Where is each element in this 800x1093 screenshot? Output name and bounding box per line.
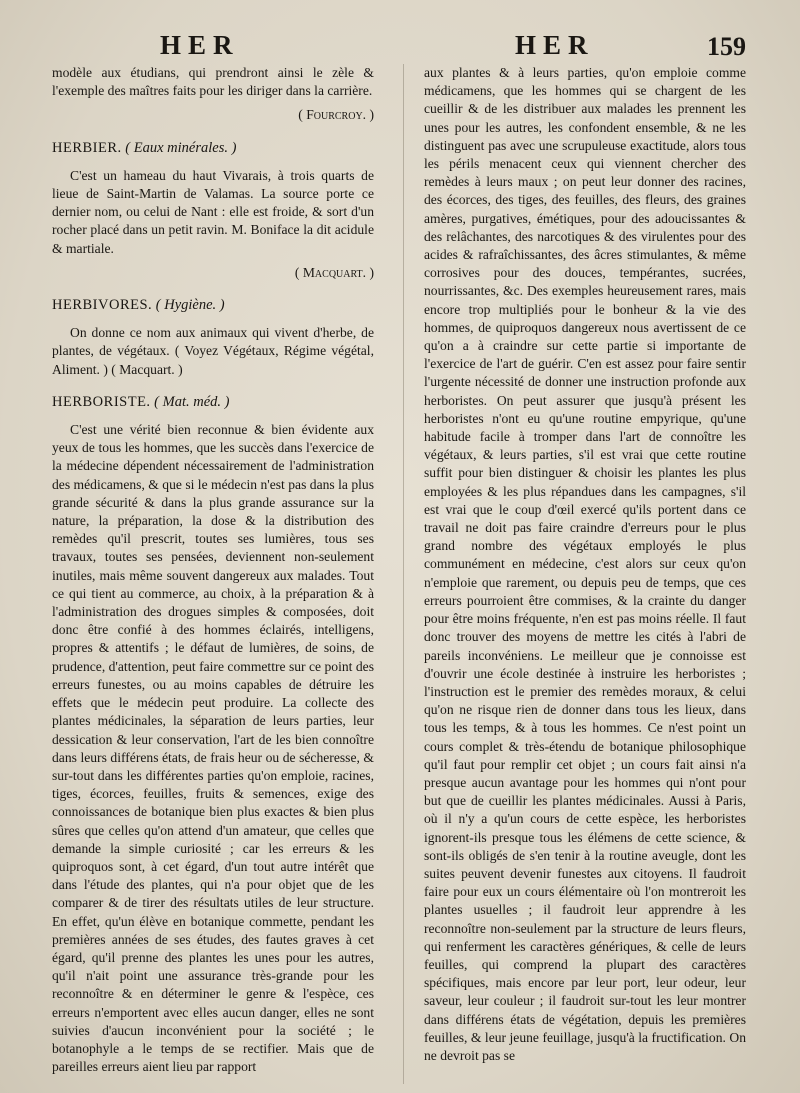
column-divider xyxy=(403,64,404,1084)
entry-heading-herbivores xyxy=(52,296,374,314)
entry-text-herbivores: On donne ce nom aux animaux qui vivent d'herbe, de plantes, de végétaux. ( Voyez Végétaux, Régime végétal, Aliment. ) ( Macquart. ) xyxy=(52,325,374,377)
entry-category: ( Hygiène. ) xyxy=(155,297,225,314)
entry-category: ( Eaux minérales. ) xyxy=(125,139,237,156)
running-header xyxy=(0,18,800,66)
author-signature: ( Macquart. ) xyxy=(294,264,374,280)
left-column xyxy=(52,64,374,1076)
entry-term: HERBIER. xyxy=(52,139,122,156)
entry-text-herboriste: C'est une vérité bien reconnue & bien évidente aux yeux de tous les hommes, que les succès dans l'exercice de la médecine dépendent nécessairement de l'administration des médicamens, & que si le médecin n'est pas dans la plus grande sécurité & dans la plus grande assurance sur la nature, la préparation, la dose & la distribution des remèdes qu'il prescrit, toutes ses lumières, tous ses travaux, toutes ses pensées, deviennent non-seulement inutiles, mais même souvent dangereux aux malades. Tout ce qui tient au commerce, au choix, à la préparation & à l'administration des drogues simples & composées, doit donc être confié à des hommes éclairés, intelligens, propres & attentifs ; le défaut de lumières, de soins, de prudence, d'attention, peut faire commettre sur ce point des erreurs funestes, ou au moins capables de détruire les effets que le médecin peut produire. La collecte des plantes médicinales, la séparation de leurs parties, leur dessication & leur conservation, l'art de les bien connoître dans leurs différens états, de frais heur ou de sécheresse, & sur-tout dans les différentes parties qu'on emploie, racines, tiges, écorces, feuilles, fruits & semences, exige des connoissances de botanique bien plus exactes & bien plus sûres que celles qu'on attend d'un amateur, que celles que demande la simple curiosité ; car les erreurs & les quiproquos sont, à cet égard, d'un tout autre intérêt que dans l'étude des plantes, qui n'a pour objet que de les comparer & de tirer des résultats utiles de leur structure. En effet, qu'un élève en botanique commette, pendant les premières années de ses études, des fautes graves à cet égard, qu'il prenne des plantes les unes pour les autres, qu'il n'ait point une assurance très-grande pour les reconnoître & en déterminer le genre & l'espèce, ces erreurs n'emportent avec elles aucun danger, elles ne sont suivies d'aucun inconvénient pour la société ; le botanophyle a le temps de se rectifier. Mais que de pareilles erreurs aient lieu par rapport xyxy=(52,422,374,1075)
page-number: 159 xyxy=(707,32,746,61)
running-head-right: HER xyxy=(515,30,595,60)
running-head-left: HER xyxy=(160,30,240,60)
entry-text-herbier: C'est un hameau du haut Vivarais, à trois quarts de lieue de Saint-Martin de Valamas. La source porte ce dernier nom, ou celui de Nant : elle est froide, & sort d'un rocher placé dans un petit ravin. M. Boniface la dit acidule & martiale. xyxy=(52,167,374,256)
entry-heading-herboriste xyxy=(52,393,374,411)
entry-category: ( Mat. méd. ) xyxy=(154,393,230,410)
author-signature: ( Fourcroy. ) xyxy=(298,107,374,123)
right-column xyxy=(424,64,746,1065)
continued-paragraph: modèle aux étudians, qui prendront ainsi le zèle & l'exemple des maîtres faits pour les diriger dans la carrière. xyxy=(52,65,374,99)
entry-text-herboriste-continued: aux plantes & à leurs parties, qu'on emploie comme médicamens, que les hommes qui se chargent de les cueillir & de les distribuer aux malades les prennent les unes pour les autres, les confondent ensemble, & ne les distinguent pas avec une scrupuleuse exactitude, alors tous les périls menacent ceux qui viennent chercher des remèdes à leurs maux ; on peut leur donner des racines, des écorces, des tiges, des feuilles, des fleurs, des graines amères, purgatives, émétiques, pour des adoucissantes & des relâchantes, des narcotiques & des virulentes pour des acides & rafraîchissantes, des âcres stimulantes, & même corrosives pour des douces, tempérantes, sucrées, nourrissantes, &c. Des exemples heureusement rares, mais encore trop multipliés pour le bonheur & la vie des hommes, de quiproquos dangereux nous avertissent de ce qu'on a à craindre sur cette partie si importante de l'exercice de l'art de guérir. C'en est assez pour faire sentir l'urgente nécessité de donner une instruction profonde aux herboristes. On peut assurer que jusqu'à présent les herboristes n'ont eu qu'une routine empyrique, qu'une habitude facile à tromper dans l'art de connoître les végétaux, & leurs parties, s'il est vrai que cette routine suffit pour bien distinguer & choisir les plantes les plus employées & les plus répandues dans les campagnes, s'il est vrai que le coup d'œil exercé qu'ils portent dans ce travail ne doit pas faire craindre d'erreurs pour le plus grand nombre des végétaux employés le plus communément en médecine, c'est alors sur ceux qu'on n'emploie que rarement, ou depuis peu de temps, que ces erreurs pourroient être commises, & la crainte du danger pour être moins fréquente, n'en est pas moins réelle. Il faut donc trouver des moyens de mettre les cités à l'abri de pareils inconvéniens. Le meilleur que je connoisse est d'ouvrir une école destinée à instruire les herboristes ; l'instruction est le premier des remèdes moraux, & celui qu'on ne risque rien de donner dans tous les lieux, dans tous les temps, & à tous les hommes. Ce n'est point un cours complet & très-étendu de botanique philosophique qu'il faut pour remplir cet objet ; un cours fait ainsi n'a presque aucun avantage pour les hommes qui n'ont pour but que de cueillir les plantes médicinales. Aussi à Paris, où il n'y a qu'un cours de cette espèce, les herboristes ignorent-ils presque tous les élémens de cette science, & sont-ils obligés de s'en tenir à la routine aveugle, dont les suites peuvent devenir funestes aux citoyens. Il faudroit faire pour eux un cours élémentaire où l'on montreroit les plantes usuelles ; il faudroit leur apprendre à les reconnoître non-seulement par la structure de leurs fleurs, qui renferment les caractères génériques, & celle de leurs feuilles, qui comprend la plupart des caractères spécifiques, mais encore par leur port, leur odeur, leur saveur, leur couleur ; il faudroit sur-tout les leur montrer dans différens états de végétation, depuis les premières feuilles, & leur jeune feuillage, jusqu'à la fructification. On ne devroit pas se xyxy=(424,65,746,1063)
entry-term: HERBORISTE. xyxy=(52,393,151,410)
entry-heading-herbier xyxy=(52,139,374,157)
entry-term: HERBIVORES. xyxy=(52,297,153,314)
